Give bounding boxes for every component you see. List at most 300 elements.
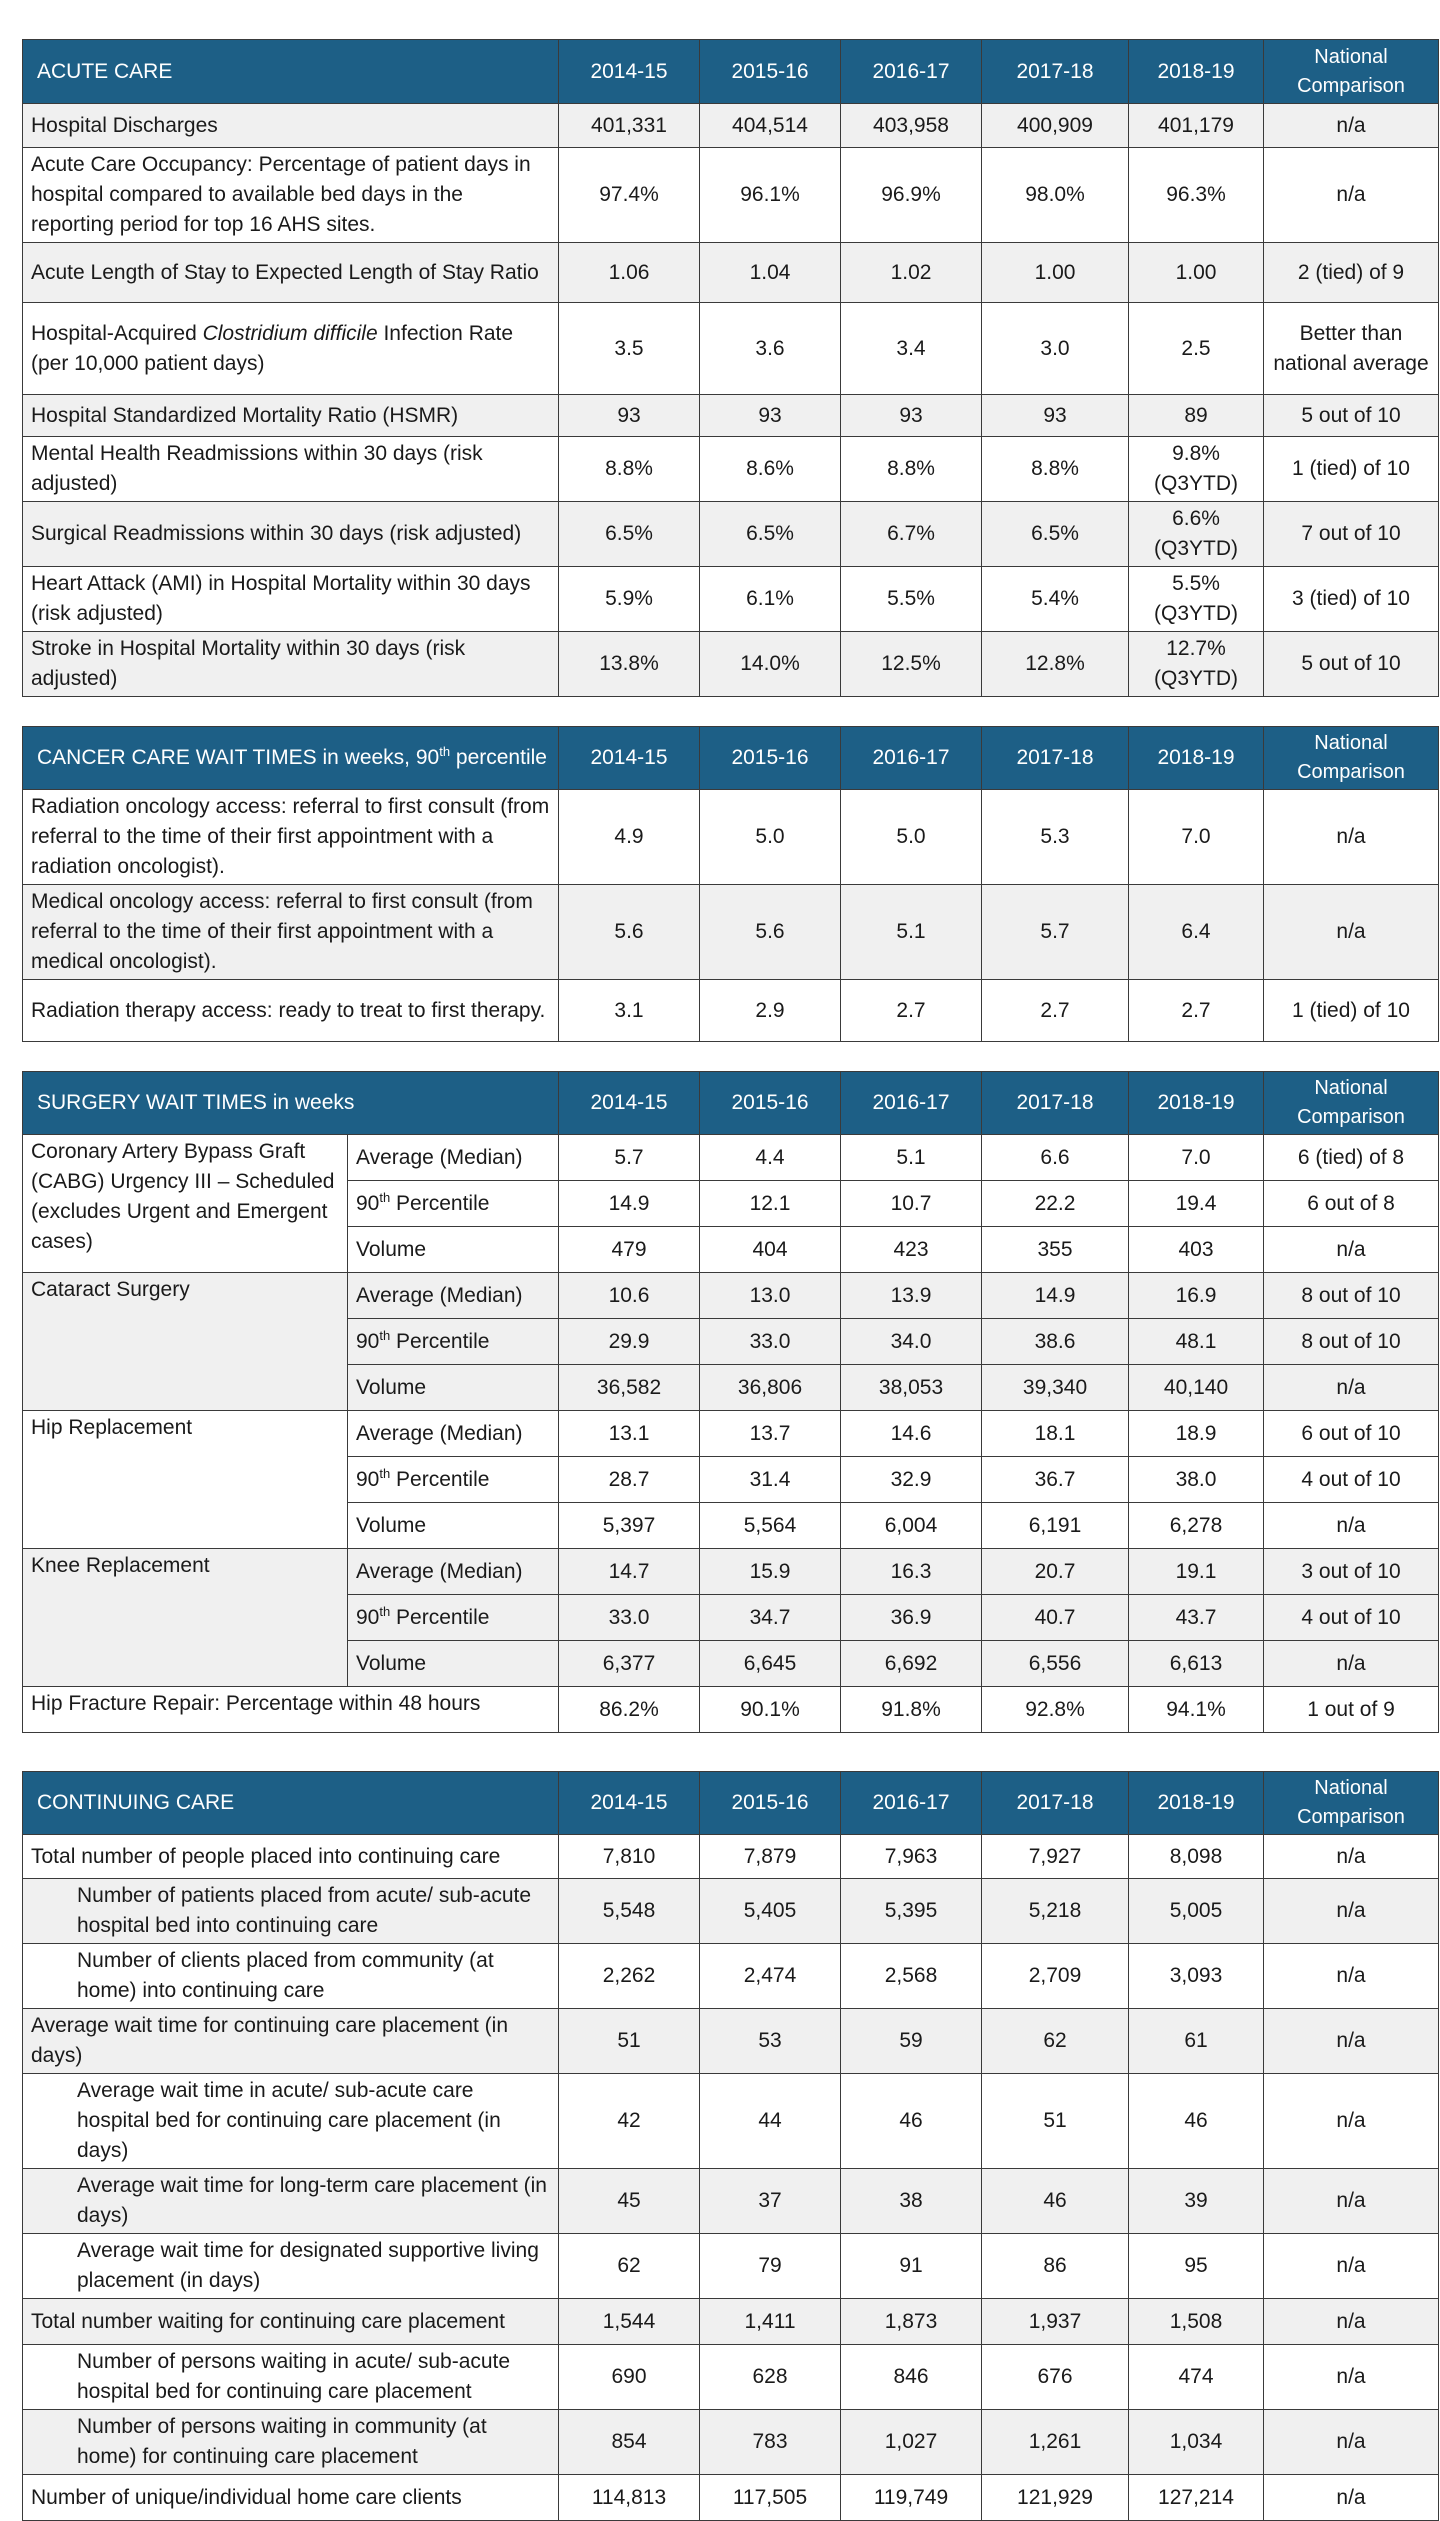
cell-value: 33.0 [700,1319,841,1365]
row-label: Acute Care Occupancy: Percentage of patient days in hospital compared to available bed days in the reporting period for top 16 AHS sites. [23,148,559,243]
cell-value: 127,214 [1129,2475,1264,2521]
cell-value: 36.9 [841,1595,982,1641]
cell-value: 19.4 [1129,1181,1264,1227]
national-comparison-value: n/a [1264,104,1439,148]
national-comparison-value: 3 out of 10 [1264,1549,1439,1595]
cell-value: 474 [1129,2345,1264,2410]
table-row [23,1879,1439,1944]
title-superscript: th [439,744,451,759]
cell-value: 1,937 [982,2299,1129,2345]
cell-value: 3,093 [1129,1944,1264,2009]
cell-value: 1.04 [700,243,841,303]
cell-value: 10.7 [841,1181,982,1227]
year-header: 2017-18 [982,40,1129,104]
cell-value: 5,005 [1129,1879,1264,1944]
cell-value: 2.5 [1129,303,1264,395]
cell-value: 34.7 [700,1595,841,1641]
cell-value: 89 [1129,395,1264,437]
table-row [23,2410,1439,2475]
cell-value: 6,004 [841,1503,982,1549]
cell-value: 46 [841,2074,982,2169]
cell-value: 400,909 [982,104,1129,148]
cell-value: 12.8% [982,632,1129,697]
cell-value: 1,027 [841,2410,982,2475]
measure-label: Volume [348,1365,559,1411]
table-row [23,790,1439,885]
cell-value: 846 [841,2345,982,2410]
year-header: 2016-17 [841,727,982,790]
cell-value: 18.1 [982,1411,1129,1457]
table-row [23,885,1439,980]
acute-care-table [22,39,1439,697]
procedure-label: Knee Replacement [23,1549,348,1687]
cell-value: 28.7 [559,1457,700,1503]
national-comparison-value: 7 out of 10 [1264,502,1439,567]
national-comparison-value: n/a [1264,2074,1439,2169]
cell-value: 93 [841,395,982,437]
year-header: 2017-18 [982,727,1129,790]
cell-value: 13.0 [700,1273,841,1319]
national-comparison-value: 6 out of 8 [1264,1181,1439,1227]
row-label: Number of unique/individual home care clients [23,2475,559,2521]
cell-value: 5.1 [841,885,982,980]
cell-value: 401,331 [559,104,700,148]
cell-value: 5.0 [841,790,982,885]
cell-value: 6,613 [1129,1641,1264,1687]
cell-value: 97.4% [559,148,700,243]
table-row [23,1273,1439,1319]
cell-value: 13.8% [559,632,700,697]
year-header: 2015-16 [700,1072,841,1135]
cell-value: 423 [841,1227,982,1273]
cell-value: 7.0 [1129,1135,1264,1181]
cell-value: 6.5% [700,502,841,567]
table-row [23,104,1439,148]
row-label: Mental Health Readmissions within 30 days (risk adjusted) [23,437,559,502]
table-row [23,303,1439,395]
cell-value: 36.7 [982,1457,1129,1503]
cell-value: 44 [700,2074,841,2169]
cell-value: 6,645 [700,1641,841,1687]
table-row [23,437,1439,502]
title-text: percentile [450,746,547,769]
year-header: 2018-19 [1129,1072,1264,1135]
cell-value: 93 [700,395,841,437]
cell-value: 8,098 [1129,1835,1264,1879]
cell-value: 22.2 [982,1181,1129,1227]
cell-value: 4.4 [700,1135,841,1181]
cell-value: 98.0% [982,148,1129,243]
cell-value: 5.0 [700,790,841,885]
cell-value: 6.4 [1129,885,1264,980]
measure-label: Average (Median) [348,1135,559,1181]
cell-value: 7,927 [982,1835,1129,1879]
cell-value: 45 [559,2169,700,2234]
national-comparison-value: 3 (tied) of 10 [1264,567,1439,632]
cell-value: 91 [841,2234,982,2299]
cell-value: 33.0 [559,1595,700,1641]
cell-value: 14.7 [559,1549,700,1595]
cell-value: 401,179 [1129,104,1264,148]
cell-value: 403 [1129,1227,1264,1273]
national-comparison-value: Better than national average [1264,303,1439,395]
cell-value: 783 [700,2410,841,2475]
cell-value: 5.5% [841,567,982,632]
cell-value: 10.6 [559,1273,700,1319]
surgery-wait-times-table [22,1071,1439,1733]
cell-value: 5.9% [559,567,700,632]
cell-value: 46 [982,2169,1129,2234]
measure-label: Volume [348,1641,559,1687]
cell-value: 2,262 [559,1944,700,2009]
cell-value: 5.6 [559,885,700,980]
cell-value: 404 [700,1227,841,1273]
cell-value: 1,508 [1129,2299,1264,2345]
cell-value: 1.00 [1129,243,1264,303]
cell-value: 12.7% (Q3YTD) [1129,632,1264,697]
cell-value: 93 [559,395,700,437]
cell-value: 46 [1129,2074,1264,2169]
cell-value: 5.4% [982,567,1129,632]
table-row [23,2475,1439,2521]
cell-value: 355 [982,1227,1129,1273]
year-header: 2015-16 [700,40,841,104]
year-header: 2015-16 [700,727,841,790]
row-label: Medical oncology access: referral to first consult (from referral to the time of their first appointment with a medical oncologist). [23,885,559,980]
cell-value: 13.9 [841,1273,982,1319]
cell-value: 114,813 [559,2475,700,2521]
cell-value: 36,806 [700,1365,841,1411]
national-comparison-value: 4 out of 10 [1264,1595,1439,1641]
cell-value: 40.7 [982,1595,1129,1641]
table-row [23,2299,1439,2345]
year-header: 2014-15 [559,1772,700,1835]
cell-value: 51 [559,2009,700,2074]
cell-value: 7,879 [700,1835,841,1879]
row-label: Average wait time in acute/ sub-acute care hospital bed for continuing care placement (in days) [23,2074,559,2169]
cell-value: 8.8% [559,437,700,502]
cell-value: 5.3 [982,790,1129,885]
cell-value: 94.1% [1129,1687,1264,1733]
national-comparison-value: 6 (tied) of 8 [1264,1135,1439,1181]
cell-value: 61 [1129,2009,1264,2074]
measure-text: Percentile [390,1191,490,1215]
cell-value: 479 [559,1227,700,1273]
row-label: Hospital Standardized Mortality Ratio (HSMR) [23,395,559,437]
procedure-label: Coronary Artery Bypass Graft (CABG) Urgency III – Scheduled (excludes Urgent and Emergent cases) [23,1135,348,1273]
acute-care-title: ACUTE CARE [23,40,559,104]
row-label: Number of persons waiting in acute/ sub-acute hospital bed for continuing care placement [23,2345,559,2410]
measure-text: 90 [356,1467,380,1491]
national-comparison-value: n/a [1264,790,1439,885]
cell-value: 40,140 [1129,1365,1264,1411]
row-label: Number of clients placed from community (at home) into continuing care [23,1944,559,2009]
table-row [23,148,1439,243]
cell-value: 86.2% [559,1687,700,1733]
cell-value: 5.7 [982,885,1129,980]
national-comparison-value: n/a [1264,885,1439,980]
cell-value: 6,377 [559,1641,700,1687]
acute-care-header-row [23,40,1439,104]
row-label: Average wait time for long-term care placement (in days) [23,2169,559,2234]
cell-value: 1,873 [841,2299,982,2345]
cell-value: 117,505 [700,2475,841,2521]
cell-value: 5,218 [982,1879,1129,1944]
cell-value: 5.1 [841,1135,982,1181]
cell-value: 5,564 [700,1503,841,1549]
cell-value: 62 [982,2009,1129,2074]
cell-value: 3.6 [700,303,841,395]
row-label: Average wait time for designated supportive living placement (in days) [23,2234,559,2299]
table-row [23,243,1439,303]
cell-value: 5,405 [700,1879,841,1944]
cell-value: 13.1 [559,1411,700,1457]
cell-value: 119,749 [841,2475,982,2521]
national-comparison-value: 6 out of 10 [1264,1411,1439,1457]
cell-value: 2.7 [982,980,1129,1042]
cell-value: 14.0% [700,632,841,697]
cell-value: 7.0 [1129,790,1264,885]
cell-value: 14.9 [559,1181,700,1227]
cell-value: 6.6% (Q3YTD) [1129,502,1264,567]
year-header: 2017-18 [982,1072,1129,1135]
national-comparison-header: National Comparison [1264,727,1439,790]
national-comparison-value: n/a [1264,2169,1439,2234]
measure-label [348,1181,559,1227]
cell-value: 403,958 [841,104,982,148]
cell-value: 96.3% [1129,148,1264,243]
cell-value: 37 [700,2169,841,2234]
row-label: Surgical Readmissions within 30 days (risk adjusted) [23,502,559,567]
cell-value: 6,191 [982,1503,1129,1549]
row-label: Total number waiting for continuing care placement [23,2299,559,2345]
cell-value: 2,709 [982,1944,1129,2009]
cell-value: 2.9 [700,980,841,1042]
row-label: Acute Length of Stay to Expected Length of Stay Ratio [23,243,559,303]
cell-value: 8.8% [982,437,1129,502]
cancer-care-title [23,727,559,790]
table-row [23,1411,1439,1457]
cell-value: 2.7 [1129,980,1264,1042]
cell-value: 20.7 [982,1549,1129,1595]
national-comparison-value: n/a [1264,2345,1439,2410]
year-header: 2018-19 [1129,1772,1264,1835]
cell-value: 79 [700,2234,841,2299]
national-comparison-value: n/a [1264,1944,1439,2009]
measure-text: Percentile [390,1329,490,1353]
national-comparison-value: 5 out of 10 [1264,632,1439,697]
cell-value: 6,278 [1129,1503,1264,1549]
measure-label [348,1595,559,1641]
row-label: Number of persons waiting in community (at home) for continuing care placement [23,2410,559,2475]
cell-value: 36,582 [559,1365,700,1411]
procedure-label: Cataract Surgery [23,1273,348,1411]
year-header: 2014-15 [559,1072,700,1135]
national-comparison-value: n/a [1264,148,1439,243]
cell-value: 42 [559,2074,700,2169]
cell-value: 5,397 [559,1503,700,1549]
cell-value: 34.0 [841,1319,982,1365]
cell-value: 3.0 [982,303,1129,395]
cell-value: 43.7 [1129,1595,1264,1641]
table-row [23,632,1439,697]
cell-value: 6.5% [982,502,1129,567]
national-comparison-value: 5 out of 10 [1264,395,1439,437]
table-row [23,502,1439,567]
cell-value: 16.9 [1129,1273,1264,1319]
table-row [23,2345,1439,2410]
cell-value: 3.4 [841,303,982,395]
national-comparison-value: n/a [1264,1835,1439,1879]
cell-value: 96.9% [841,148,982,243]
cell-value: 404,514 [700,104,841,148]
cell-value: 19.1 [1129,1549,1264,1595]
cell-value: 7,810 [559,1835,700,1879]
national-comparison-value: n/a [1264,1503,1439,1549]
continuing-care-title: CONTINUING CARE [23,1772,559,1835]
measure-superscript: th [379,1189,391,1205]
procedure-label: Hip Replacement [23,1411,348,1549]
cell-value: 2.7 [841,980,982,1042]
table-row [23,2169,1439,2234]
year-header: 2018-19 [1129,40,1264,104]
table-row [23,1549,1439,1595]
measure-superscript: th [379,1465,391,1481]
row-label: Stroke in Hospital Mortality within 30 days (risk adjusted) [23,632,559,697]
national-comparison-header: National Comparison [1264,1072,1439,1135]
measure-text: 90 [356,1605,380,1629]
national-comparison-value: n/a [1264,2234,1439,2299]
cell-value: 38.0 [1129,1457,1264,1503]
cell-value: 2,474 [700,1944,841,2009]
national-comparison-value: n/a [1264,2009,1439,2074]
measure-label: Volume [348,1503,559,1549]
cell-value: 31.4 [700,1457,841,1503]
cell-value: 121,929 [982,2475,1129,2521]
cancer-care-wait-times-table [22,726,1439,1042]
cell-value: 3.5 [559,303,700,395]
table-row [23,1944,1439,2009]
cell-value: 1,544 [559,2299,700,2345]
national-comparison-value: 8 out of 10 [1264,1273,1439,1319]
measure-text: 90 [356,1329,380,1353]
row-label: Radiation therapy access: ready to treat to first therapy. [23,980,559,1042]
row-label: Average wait time for continuing care placement (in days) [23,2009,559,2074]
cell-value: 6,556 [982,1641,1129,1687]
cell-value: 16.3 [841,1549,982,1595]
measure-superscript: th [379,1327,391,1343]
row-label: Radiation oncology access: referral to first consult (from referral to the time of their first appointment with a radiation oncologist). [23,790,559,885]
cell-value: 90.1% [700,1687,841,1733]
cell-value: 5.6 [700,885,841,980]
cell-value: 9.8% (Q3YTD) [1129,437,1264,502]
row-label: Number of patients placed from acute/ sub-acute hospital bed into continuing care [23,1879,559,1944]
cell-value: 6.1% [700,567,841,632]
measure-text: Percentile [390,1467,490,1491]
year-header: 2017-18 [982,1772,1129,1835]
cell-value: 95 [1129,2234,1264,2299]
cell-value: 690 [559,2345,700,2410]
national-comparison-value: n/a [1264,1227,1439,1273]
cell-value: 38,053 [841,1365,982,1411]
national-comparison-value: n/a [1264,1365,1439,1411]
cell-value: 8.6% [700,437,841,502]
year-header: 2016-17 [841,1072,982,1135]
cell-value: 12.5% [841,632,982,697]
national-comparison-value: n/a [1264,2299,1439,2345]
cell-value: 5,395 [841,1879,982,1944]
cell-value: 2,568 [841,1944,982,2009]
row-label: Heart Attack (AMI) in Hospital Mortality within 30 days (risk adjusted) [23,567,559,632]
table-row [23,1835,1439,1879]
measure-label: Average (Median) [348,1411,559,1457]
cell-value: 1,411 [700,2299,841,2345]
row-label-text: Infection Rate (per 10,000 patient days) [31,321,514,375]
table-row [23,980,1439,1042]
cell-value: 5.5% (Q3YTD) [1129,567,1264,632]
table-row [23,2234,1439,2299]
cell-value: 39,340 [982,1365,1129,1411]
cell-value: 12.1 [700,1181,841,1227]
measure-superscript: th [379,1603,391,1619]
cell-value: 29.9 [559,1319,700,1365]
table-row [23,1687,1439,1733]
cell-value: 91.8% [841,1687,982,1733]
cell-value: 93 [982,395,1129,437]
cell-value: 18.9 [1129,1411,1264,1457]
cell-value: 48.1 [1129,1319,1264,1365]
cell-value: 13.7 [700,1411,841,1457]
cell-value: 5,548 [559,1879,700,1944]
cell-value: 39 [1129,2169,1264,2234]
measure-label: Average (Median) [348,1273,559,1319]
year-header: 2014-15 [559,727,700,790]
cell-value: 14.9 [982,1273,1129,1319]
cell-value: 6,692 [841,1641,982,1687]
national-comparison-header: National Comparison [1264,1772,1439,1835]
cell-value: 51 [982,2074,1129,2169]
cell-value: 1.06 [559,243,700,303]
table-row [23,395,1439,437]
national-comparison-value: n/a [1264,2410,1439,2475]
row-label: Total number of people placed into continuing care [23,1835,559,1879]
year-header: 2015-16 [700,1772,841,1835]
row-label-text: Hospital-Acquired [31,321,203,345]
cell-value: 38 [841,2169,982,2234]
national-comparison-value: 1 (tied) of 10 [1264,437,1439,502]
row-label: Hip Fracture Repair: Percentage within 48 hours [23,1687,559,1733]
cell-value: 1.02 [841,243,982,303]
year-header: 2014-15 [559,40,700,104]
national-comparison-value: 8 out of 10 [1264,1319,1439,1365]
year-header: 2016-17 [841,40,982,104]
national-comparison-value: 4 out of 10 [1264,1457,1439,1503]
cell-value: 62 [559,2234,700,2299]
cell-value: 1,034 [1129,2410,1264,2475]
cell-value: 7,963 [841,1835,982,1879]
cell-value: 6.7% [841,502,982,567]
year-header: 2018-19 [1129,727,1264,790]
row-label [23,303,559,395]
national-comparison-value: n/a [1264,2475,1439,2521]
cell-value: 3.1 [559,980,700,1042]
cell-value: 5.7 [559,1135,700,1181]
measure-label [348,1319,559,1365]
continuing-care-header-row [23,1772,1439,1835]
continuing-care-table [22,1771,1439,2521]
cell-value: 628 [700,2345,841,2410]
cell-value: 14.6 [841,1411,982,1457]
